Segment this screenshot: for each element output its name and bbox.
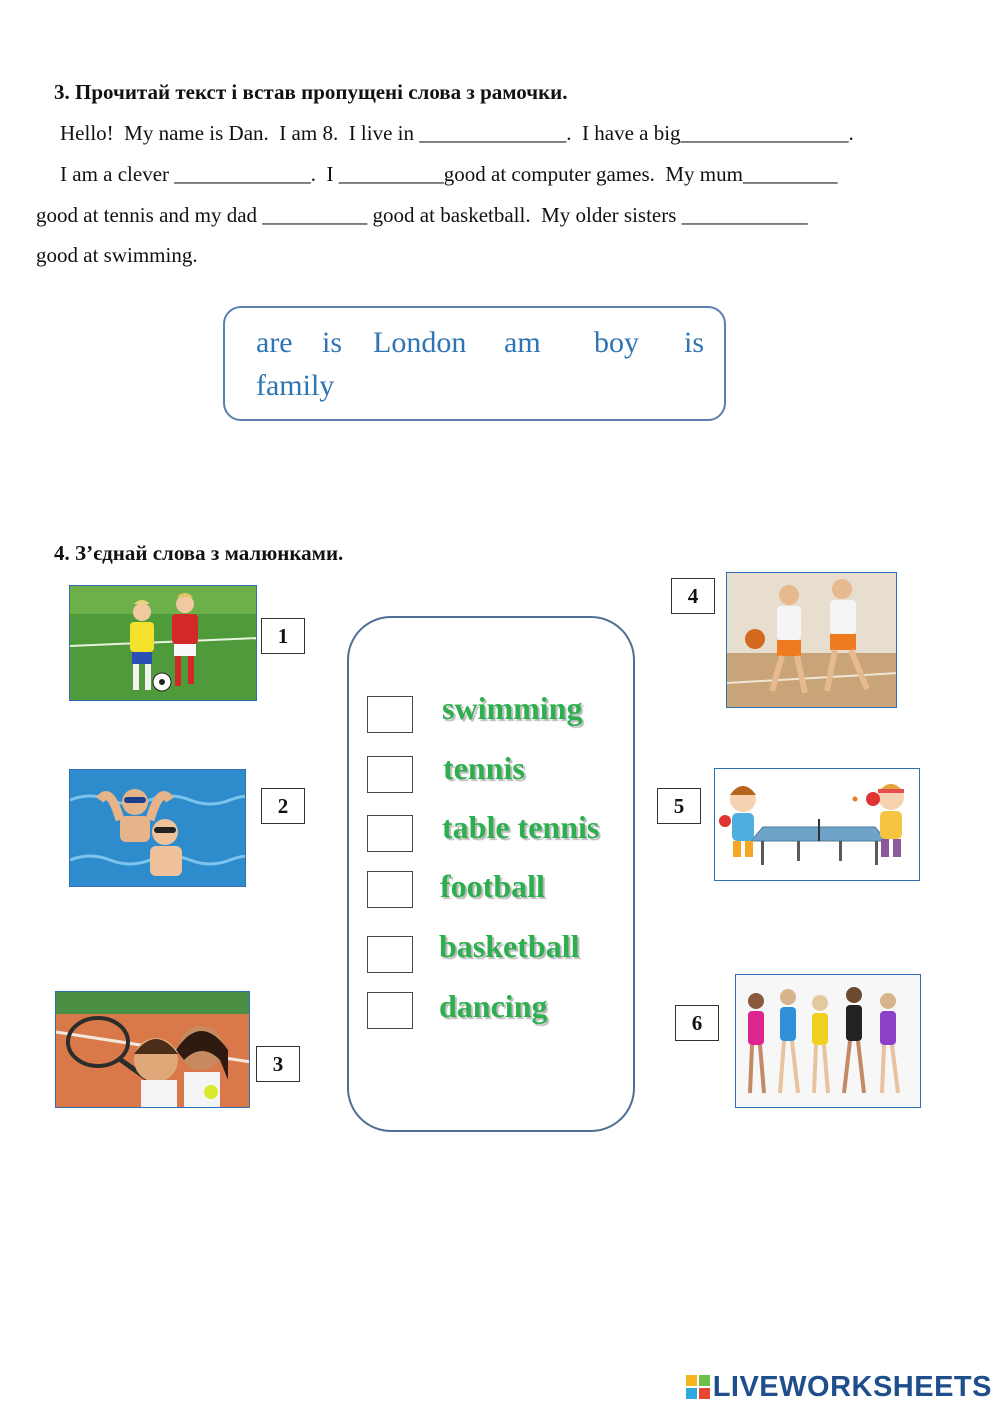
word-bank-word: London [373,326,467,359]
liveworksheets-logo-icon [686,1374,710,1407]
dancing-kids-icon [736,975,921,1108]
word-table-tennis: table tennis [442,809,600,845]
tennis-kids-photo [55,991,250,1108]
liveworksheets-logo-text: LIVEWORKSHEETS [712,1371,992,1403]
answer-box-tennis[interactable] [367,756,413,793]
football-kids-photo [69,585,257,701]
word-bank-word: are [256,326,293,359]
word-bank-box [223,306,726,421]
exercise-3-title: 3. Прочитай текст і встав пропущені слова з рамочки. [54,80,568,104]
text-line-1: Hello! My name is Dan. I am 8. I live in ______________. I have a big________________. [60,121,854,145]
picture-number-5: 5 [657,788,701,824]
table-tennis-kids-icon [715,769,920,881]
picture-number-4: 4 [671,578,715,614]
text-line-3: good at tennis and my dad __________ good at basketball. My older sisters ____________ [36,203,808,227]
dancing-kids-photo [735,974,921,1108]
word-basketball: basketball [439,928,580,964]
word-bank-word: family [256,369,335,402]
basketball-kids-icon [727,573,897,708]
answer-box-dancing[interactable] [367,992,413,1029]
swimming-kids-icon [70,770,246,887]
exercise-4-title: 4. З’єднай слова з малюнками. [54,541,344,565]
tennis-kids-icon [56,992,250,1108]
word-swimming: swimming [442,690,583,726]
answer-box-swimming[interactable] [367,696,413,733]
text-line-2: I am a clever _____________. I __________good at computer games. My mum_________ [60,162,838,186]
liveworksheets-logo [686,1371,992,1407]
picture-number-1: 1 [261,618,305,654]
word-bank-word: boy [594,326,639,359]
word-bank-word: is [322,326,343,359]
word-bank-word: is [684,326,705,359]
table-tennis-kids-illustration [714,768,920,881]
swimming-kids-photo [69,769,246,887]
picture-number-2: 2 [261,788,305,824]
word-football: football [440,868,545,904]
text-line-4: good at swimming. [36,243,198,267]
picture-number-6: 6 [675,1005,719,1041]
answer-box-table-tennis[interactable] [367,815,413,852]
answer-box-basketball[interactable] [367,936,413,973]
answer-box-football[interactable] [367,871,413,908]
picture-number-3: 3 [256,1046,300,1082]
basketball-kids-photo [726,572,897,708]
word-bank-word: am [504,326,541,359]
word-tennis: tennis [443,750,525,786]
football-kids-icon [70,586,257,701]
word-dancing: dancing [439,988,548,1024]
